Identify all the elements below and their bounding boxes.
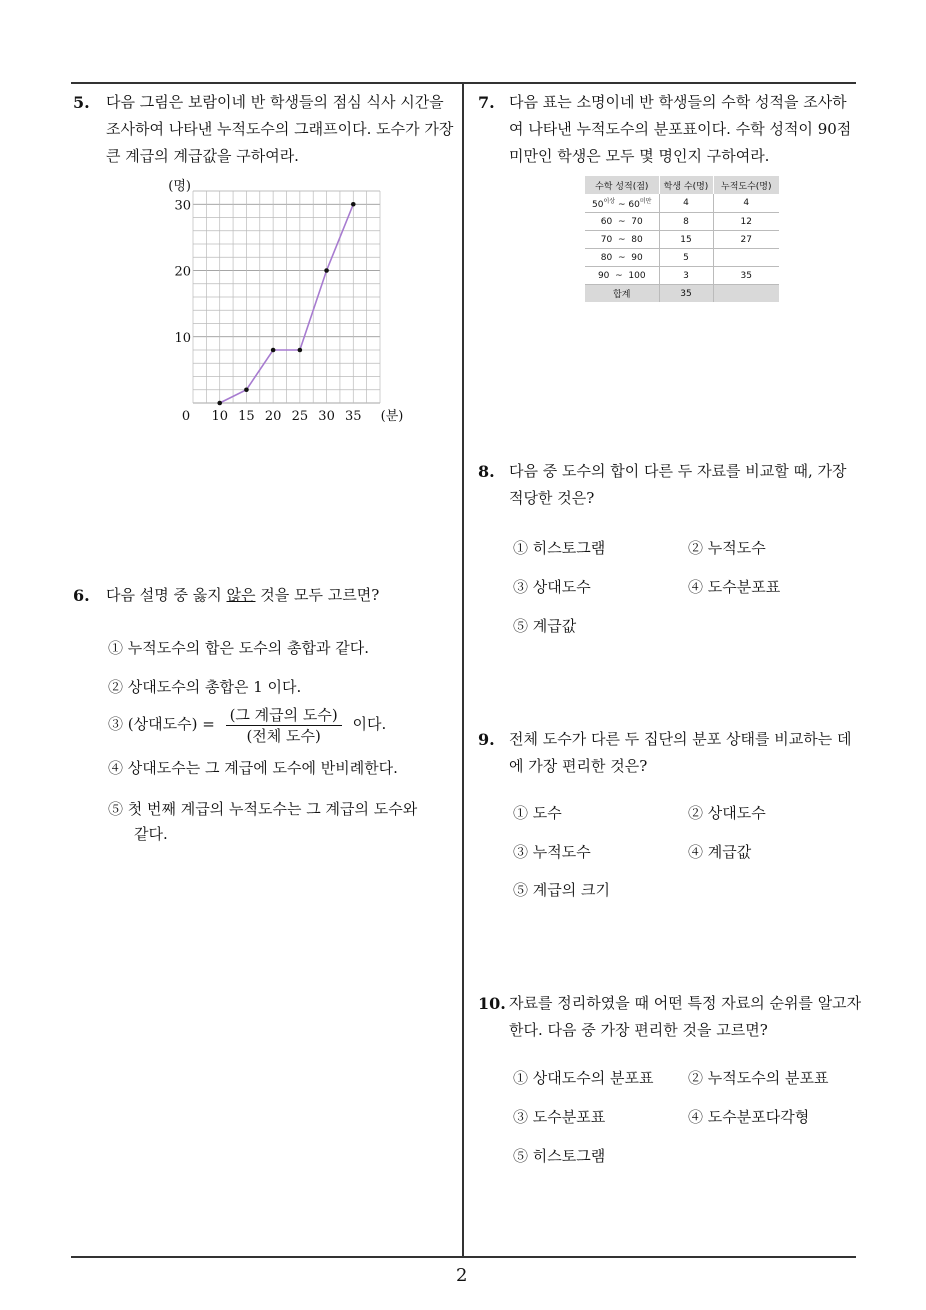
question-7 bbox=[478, 89, 863, 170]
question-6-number: 6. bbox=[73, 586, 90, 605]
frequency-table bbox=[585, 176, 779, 302]
fraction-numerator: (그 계급의 도수) bbox=[226, 705, 342, 726]
data-point bbox=[351, 202, 356, 207]
bottom-rule bbox=[71, 1256, 856, 1258]
question-5-text: 큰 계급의 계급값을 구하여라. bbox=[106, 147, 299, 165]
table-cell bbox=[713, 249, 779, 267]
y-tick-label: 30 bbox=[174, 198, 191, 214]
question-5-text: 조사하여 나타낸 누적도수의 그래프이다. 도수가 가장 bbox=[106, 120, 454, 138]
table-cell: 4 bbox=[659, 194, 713, 213]
table-header: 학생 수(명) bbox=[659, 176, 713, 194]
y-axis-unit-label: (명) bbox=[168, 179, 191, 194]
y-tick-label: 10 bbox=[174, 330, 191, 346]
question-8-option-2[interactable]: ② 누적도수 bbox=[688, 539, 766, 557]
question-10-text: 한다. 다음 중 가장 편리한 것을 고르면? bbox=[509, 1021, 768, 1039]
question-6-option-2[interactable]: ② 상대도수의 총합은 1 이다. bbox=[108, 678, 302, 696]
question-5-number: 5. bbox=[73, 93, 90, 112]
question-9-option-4[interactable]: ④ 계급값 bbox=[688, 843, 752, 861]
column-divider bbox=[462, 82, 464, 1257]
table-row bbox=[585, 267, 779, 285]
table-cell-range: $50^{이상}$ ~ $60^{미만}$ bbox=[585, 194, 659, 213]
table-cell-range: 60 ~ 70 bbox=[585, 213, 659, 231]
question-10-option-1[interactable]: ① 상대도수의 분포표 bbox=[513, 1069, 654, 1087]
table-total-row bbox=[585, 285, 779, 303]
table-cell: 35 bbox=[713, 267, 779, 285]
table-cell: 15 bbox=[659, 231, 713, 249]
table-cell: 5 bbox=[659, 249, 713, 267]
question-9-option-2[interactable]: ② 상대도수 bbox=[688, 804, 766, 822]
question-9-text: 에 가장 편리한 것은? bbox=[509, 757, 648, 775]
question-7-text: 미만인 학생은 모두 몇 명인지 구하여라. bbox=[509, 147, 770, 165]
question-9-option-3[interactable]: ③ 누적도수 bbox=[513, 843, 591, 861]
origin-label: 0 bbox=[181, 409, 191, 424]
table-cell: 4 bbox=[713, 194, 779, 213]
question-6 bbox=[73, 582, 458, 609]
data-point bbox=[298, 348, 303, 353]
table-cell-range: 70 ~ 80 bbox=[585, 231, 659, 249]
data-point bbox=[324, 268, 329, 273]
option-3-lhs: ③ (상대도수) = bbox=[108, 715, 215, 733]
table-header: 수학 성적(점) bbox=[585, 176, 659, 194]
table-cell: 3 bbox=[659, 267, 713, 285]
question-9-option-5[interactable]: ⑤ 계급의 크기 bbox=[513, 881, 610, 899]
question-8-option-5[interactable]: ⑤ 계급값 bbox=[513, 617, 577, 635]
x-tick-label: 10 bbox=[211, 409, 228, 424]
question-8-option-1[interactable]: ① 히스토그램 bbox=[513, 539, 606, 557]
data-point bbox=[217, 401, 222, 406]
question-8-text: 다음 중 도수의 합이 다른 두 자료를 비교할 때, 가장 bbox=[509, 462, 847, 480]
table-header: 누적도수(명) bbox=[713, 176, 779, 194]
data-point bbox=[271, 348, 276, 353]
question-6-text: 다음 설명 중 옳지 bbox=[106, 586, 227, 604]
question-7-text: 여 나타낸 누적도수의 분포표이다. 수학 성적이 90점 bbox=[509, 120, 852, 138]
question-6-option-5[interactable] bbox=[108, 797, 417, 847]
page-number: 2 bbox=[456, 1265, 468, 1286]
question-6-option-4[interactable]: ④ 상대도수는 그 계급에 도수에 반비례한다. bbox=[108, 759, 398, 777]
table-cell: 12 bbox=[713, 213, 779, 231]
question-10-option-2[interactable]: ② 누적도수의 분포표 bbox=[688, 1069, 829, 1087]
question-8-text: 적당한 것은? bbox=[509, 489, 595, 507]
question-10-number: 10. bbox=[478, 994, 506, 1013]
question-5 bbox=[73, 89, 458, 170]
cumulative-frequency-chart bbox=[160, 178, 410, 428]
table-cell-range: 90 ~ 100 bbox=[585, 267, 659, 285]
option-3-rhs: 이다. bbox=[352, 715, 387, 733]
question-9-number: 9. bbox=[478, 730, 495, 749]
table-cell: 합계 bbox=[585, 285, 659, 303]
option-5-line: 같다. bbox=[134, 825, 168, 843]
question-9-text: 전체 도수가 다른 두 집단의 분포 상태를 비교하는 데 bbox=[509, 730, 852, 748]
question-6-text: 것을 모두 고르면? bbox=[255, 586, 380, 604]
question-7-number: 7. bbox=[478, 93, 495, 112]
question-8 bbox=[478, 458, 863, 512]
table-row bbox=[585, 194, 779, 213]
table-header-row bbox=[585, 176, 779, 194]
table-cell: 27 bbox=[713, 231, 779, 249]
question-6-underlined-word: 않은 bbox=[226, 586, 256, 604]
question-8-option-4[interactable]: ④ 도수분포표 bbox=[688, 578, 781, 596]
question-10 bbox=[478, 990, 863, 1044]
question-8-number: 8. bbox=[478, 462, 495, 481]
table-cell: 8 bbox=[659, 213, 713, 231]
data-point bbox=[244, 387, 249, 392]
option-5-line: ⑤ 첫 번째 계급의 누적도수는 그 계급의 도수와 bbox=[108, 800, 418, 818]
table-row bbox=[585, 213, 779, 231]
top-rule bbox=[71, 82, 856, 84]
table-cell-range: 80 ~ 90 bbox=[585, 249, 659, 267]
x-tick-label: 15 bbox=[238, 409, 255, 424]
x-axis-unit-label: (분) bbox=[380, 409, 404, 424]
question-10-option-3[interactable]: ③ 도수분포표 bbox=[513, 1108, 606, 1126]
table-row bbox=[585, 249, 779, 267]
question-10-option-5[interactable]: ⑤ 히스토그램 bbox=[513, 1147, 606, 1165]
question-9 bbox=[478, 726, 863, 780]
x-tick-label: 35 bbox=[345, 409, 362, 424]
question-8-option-3[interactable]: ③ 상대도수 bbox=[513, 578, 591, 596]
question-10-text: 자료를 정리하였을 때 어떤 특정 자료의 순위를 알고자 bbox=[509, 994, 862, 1012]
x-tick-label: 30 bbox=[318, 409, 335, 424]
fraction-denominator: (전체 도수) bbox=[246, 726, 321, 745]
question-10-option-4[interactable]: ④ 도수분포다각형 bbox=[688, 1108, 810, 1126]
y-tick-label: 20 bbox=[174, 264, 191, 280]
table-row bbox=[585, 231, 779, 249]
question-7-text: 다음 표는 소명이네 반 학생들의 수학 성적을 조사하 bbox=[509, 93, 847, 111]
question-6-option-3[interactable] bbox=[108, 704, 386, 746]
table-cell bbox=[713, 285, 779, 303]
x-tick-label: 25 bbox=[291, 409, 309, 424]
x-tick-label: 20 bbox=[264, 409, 282, 424]
fraction bbox=[226, 705, 342, 746]
question-6-option-1[interactable]: ① 누적도수의 합은 도수의 총합과 같다. bbox=[108, 639, 369, 657]
table-cell: 35 bbox=[659, 285, 713, 303]
question-5-text: 다음 그림은 보람이네 반 학생들의 점심 식사 시간을 bbox=[106, 93, 444, 111]
question-9-option-1[interactable]: ① 도수 bbox=[513, 804, 562, 822]
